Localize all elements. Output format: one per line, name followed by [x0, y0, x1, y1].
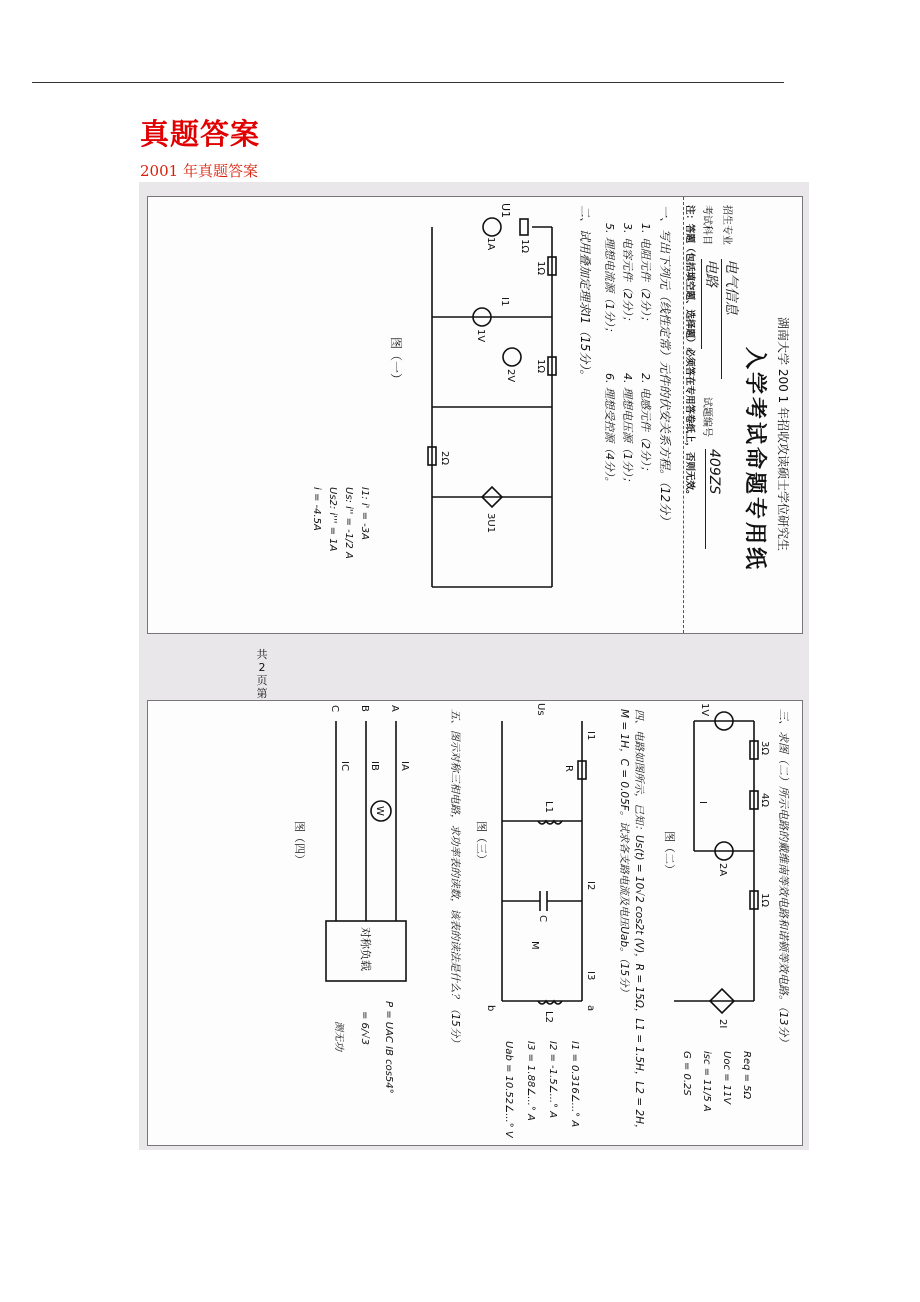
q1-item-2: 2. 电感元件（2分）； — [639, 373, 652, 477]
q2-answer-4: i = -4.5A — [311, 487, 322, 531]
fig3-label-i1: I1 — [585, 731, 596, 741]
circuit-figure-4 — [156, 701, 426, 1145]
q5-answer-2: = 6/√3 — [359, 1011, 370, 1046]
fig3-capacitor-c — [502, 891, 582, 911]
fig4-label-ia: IA — [399, 761, 410, 771]
fig3-label-b: b — [485, 1005, 496, 1012]
code-value: 409ZS — [705, 449, 722, 549]
dashed-divider — [683, 197, 684, 633]
q5-answer-3: 测无功 — [333, 1021, 344, 1051]
fig3-label-r: R — [563, 765, 574, 772]
q3-answer-4: G = 0.2S — [681, 1051, 692, 1096]
fig4-label-load: 对称负载 — [359, 927, 372, 971]
exam-note: 注：答题（包括填空题、选择题）必须答在专用答卷纸上，否则无效。 — [684, 205, 695, 500]
fig3-label-l1: L1 — [543, 801, 554, 813]
q5-answer-1: P = UAC IB cos54° — [383, 1001, 394, 1094]
fig2-label-2a: 2A — [717, 863, 728, 877]
page-marker-char-1: 共 — [256, 648, 268, 661]
fig2-label-i: I — [697, 801, 708, 804]
fig1-caption: 图（一） — [389, 337, 403, 386]
fig1-resistor-1 — [520, 219, 528, 235]
fig1-label-2v: 2V — [505, 369, 516, 383]
fig3-label-i2: I2 — [585, 881, 596, 891]
circuit-figure-1 — [152, 197, 572, 633]
exam-sheet-2 — [147, 700, 803, 1146]
fig1-label-r4: 2Ω — [439, 451, 450, 466]
fig4-caption: 图（四） — [293, 821, 306, 865]
fig2-label-2i: 2I — [717, 1019, 728, 1029]
fig1-label-u1: U1 — [499, 203, 512, 219]
page-marker-char-3: 页 — [256, 674, 268, 687]
header-rule — [32, 82, 784, 83]
question-4: 四、电路如图所示，已知：Us(t) = 10√2 cos2t (V)，R = 15Ω，L1 = 1.5H，L2 = 2H，M = 1H，C = 0.05F。试求各支路电流及电压Uab。（15分） — [618, 709, 645, 1135]
subject-value: 电路 — [701, 259, 722, 349]
fig1-label-r2: 1Ω — [535, 261, 546, 276]
fig3-label-m: M — [529, 941, 540, 950]
fig2-label-3ohm: 3Ω — [759, 741, 770, 756]
fig4-label-b: B — [359, 705, 370, 712]
major-label: 招生专业 — [721, 205, 732, 245]
q1-item-3: 3. 电容元件（2分）； — [621, 223, 634, 327]
fig4-label-ib: IB — [369, 761, 380, 771]
page-title: 真题答案 — [140, 117, 261, 151]
q3-answer-3: isc = 11/5 A — [701, 1051, 712, 1112]
q2-answer-3: Us2: i''' = 1A — [327, 487, 338, 552]
fig3-wires — [502, 721, 582, 1001]
fig1-label-i1: I1 — [499, 297, 510, 307]
page-marker-char-4: 第 — [256, 687, 268, 700]
q1-item-4: 4. 理想电压源（1分）； — [621, 373, 634, 488]
code-label: 试题编号 — [701, 397, 712, 437]
fig3-label-i3: I3 — [585, 971, 596, 981]
subject-label: 考试科目 — [701, 205, 712, 245]
fig4-label-a: A — [389, 705, 400, 712]
question-5: 五、图示对称三相电路，求功率表的读数，该表的读法是什么？（15分） — [449, 709, 461, 1048]
fig1-label-r1: 1Ω — [519, 239, 530, 254]
fig4-label-ic: IC — [339, 761, 350, 771]
fig1-label-3u1: 3U1 — [485, 513, 496, 534]
fig1-voltage-source-2v — [503, 348, 521, 366]
q4-answer-4: Uab = 10.52∠...° V — [503, 1041, 514, 1138]
major-value: 电气信息 — [721, 259, 742, 379]
exam-header: 湖南大学 200 1 年招收攻读硕士学位研究生 — [776, 317, 790, 551]
q3-answer-2: Uoc = 11V — [721, 1051, 732, 1105]
q1-item-5: 5. 理想电流源（1分）； — [603, 223, 616, 338]
exam-form-title: 入学考试命题专用纸 — [742, 347, 767, 573]
page-subtitle: 2001 年真题答案 — [140, 162, 258, 180]
q3-answer-1: Req = 5Ω — [741, 1051, 752, 1100]
circuit-figure-3 — [472, 701, 602, 1145]
fig3-label-us: Us — [535, 703, 546, 716]
sheet-1-content — [148, 197, 802, 633]
fig2-caption: 图（二） — [663, 831, 676, 875]
question-2: 二、试用叠加定理求I1（15分）。 — [578, 205, 592, 382]
fig2-label-4ohm: 4Ω — [759, 793, 770, 808]
sheet-2-content — [148, 701, 802, 1145]
fig1-current-source — [483, 218, 501, 236]
fig2-label-1v: 1V — [699, 703, 710, 717]
fig3-caption: 图（三） — [475, 821, 488, 865]
fig1-label-1a: 1A — [485, 237, 496, 251]
fig2-wires — [674, 721, 754, 1001]
fig3-label-c: C — [537, 915, 548, 922]
fig3-label-a: a — [585, 1005, 596, 1012]
q1-item-1: 1. 电阻元件（2分）； — [639, 223, 652, 327]
exam-sheet-1 — [147, 196, 803, 634]
fig1-label-1v: 1V — [475, 329, 486, 343]
fig2-label-1ohm: 1Ω — [759, 893, 770, 908]
q4-answer-1: I1 = 0.316∠...° A — [569, 1041, 580, 1128]
fig4-label-c: C — [329, 705, 340, 712]
circuit-figure-2 — [654, 701, 774, 1145]
question-1: 一、写出下列元（线性定常）元件的伏安关系方程。（12分） — [658, 205, 672, 527]
fig4-label-w: W — [374, 806, 385, 816]
scanned-answer-image — [139, 182, 809, 1150]
fig4-phase-lines — [336, 721, 396, 921]
question-3: 三、求图（二）所示电路的戴维南等效电路和诺顿等效电路。（13分） — [777, 709, 790, 1048]
q2-answer-1: I1: i' = -3A — [359, 487, 370, 540]
page-marker-char-2: 2 — [258, 661, 266, 674]
q4-answer-2: I2 = -1.5∠...° A — [547, 1041, 558, 1119]
q1-item-6: 6. 理想受控源（4分）。 — [603, 373, 616, 488]
q4-answer-3: I3 = 1.88∠...° A — [525, 1041, 536, 1121]
fig3-label-l2: L2 — [543, 1011, 554, 1023]
q2-answer-2: Us: i'' = -1/2 A — [343, 487, 354, 559]
fig1-label-r3: 1Ω — [535, 359, 546, 374]
